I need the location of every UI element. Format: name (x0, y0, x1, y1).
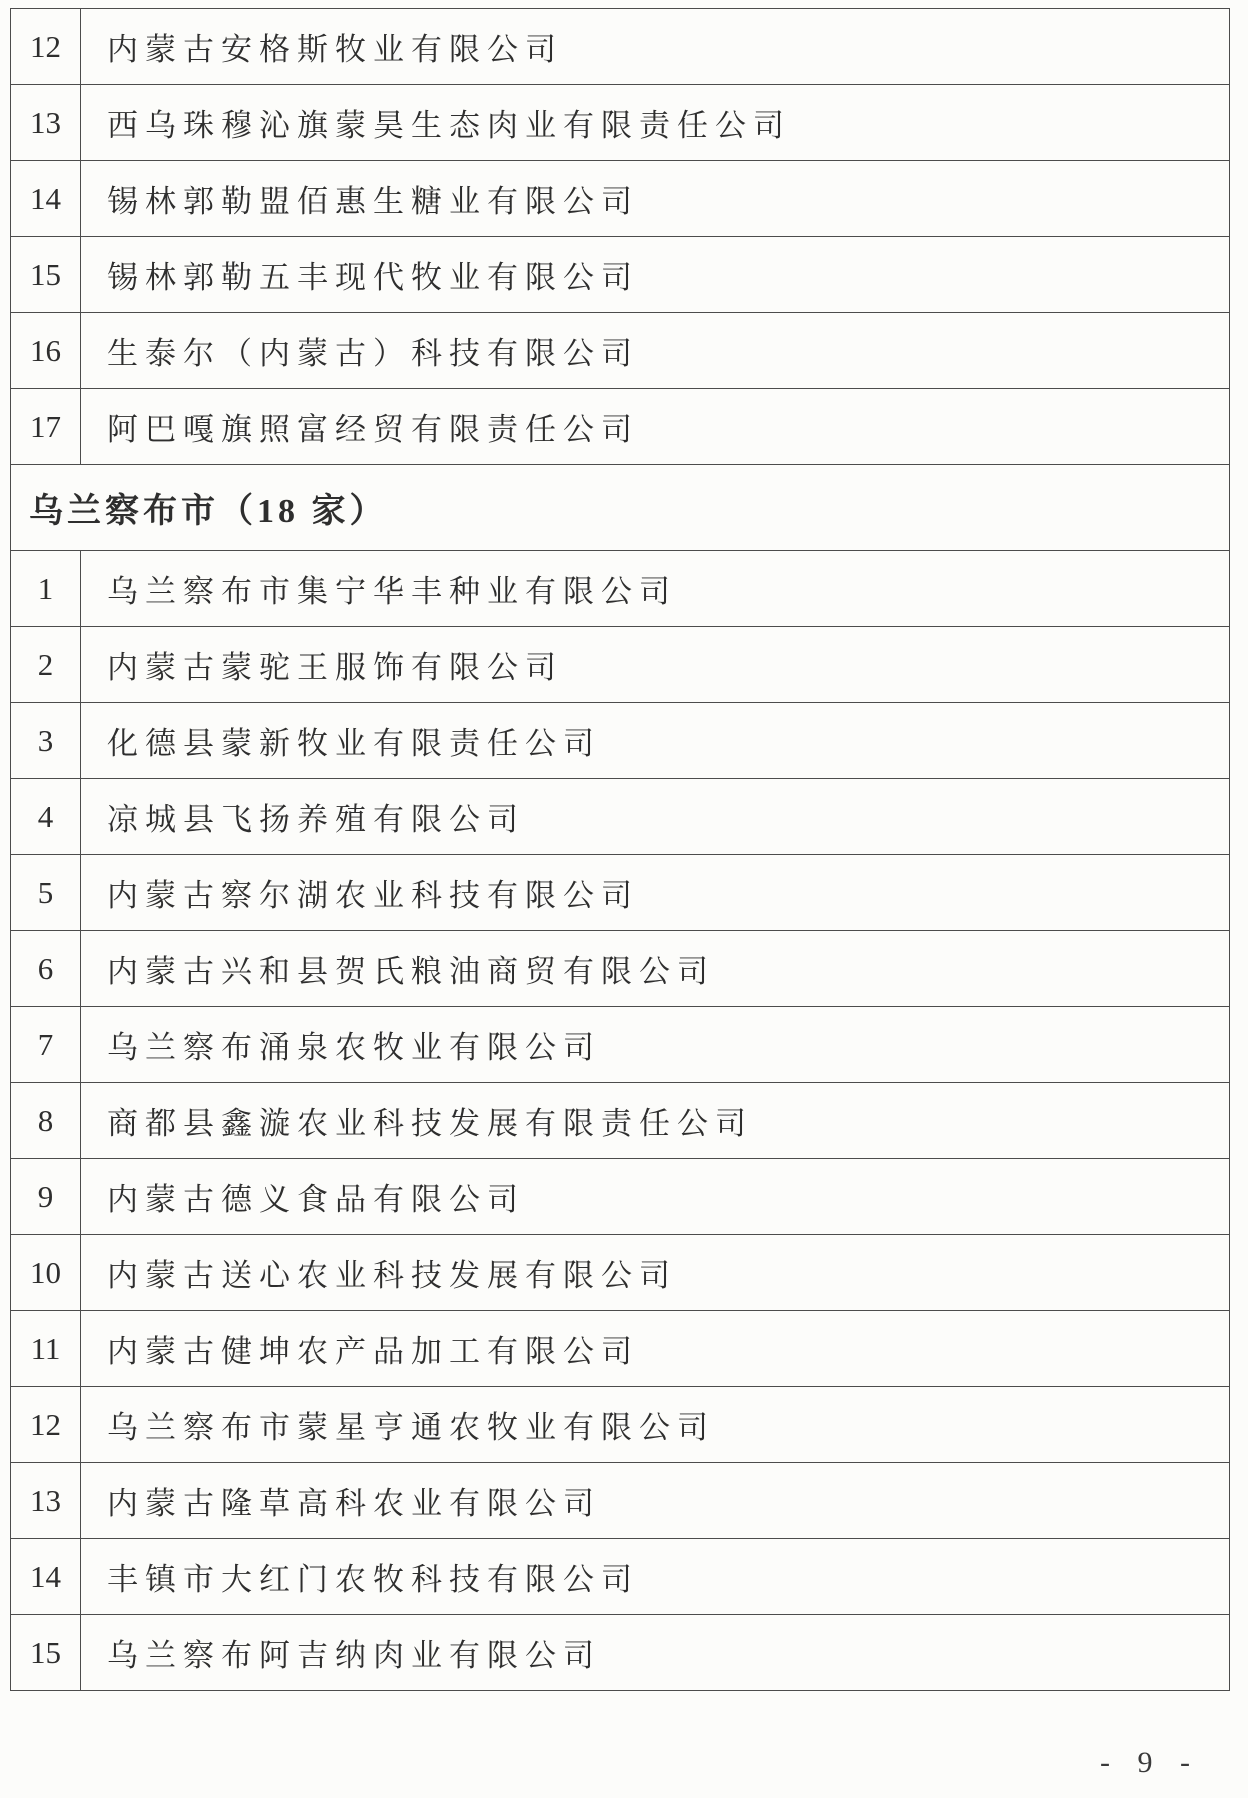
table-row (11, 313, 1230, 389)
company-name: 锡林郭勒盟佰惠生糖业有限公司 (81, 161, 1230, 237)
table-row (11, 1235, 1230, 1311)
row-number: 2 (11, 627, 81, 703)
row-number: 12 (11, 9, 81, 85)
row-number: 10 (11, 1235, 81, 1311)
row-number: 15 (11, 1615, 81, 1691)
row-number: 13 (11, 1463, 81, 1539)
table-row (11, 627, 1230, 703)
table-row (11, 1007, 1230, 1083)
company-name: 阿巴嘎旗照富经贸有限责任公司 (81, 389, 1230, 465)
row-number: 14 (11, 161, 81, 237)
table-row (11, 161, 1230, 237)
company-name: 乌兰察布阿吉纳肉业有限公司 (81, 1615, 1230, 1691)
table-row (11, 1387, 1230, 1463)
table-row (11, 9, 1230, 85)
company-name: 内蒙古兴和县贺氏粮油商贸有限公司 (81, 931, 1230, 1007)
section-header-row (11, 465, 1230, 551)
company-name: 锡林郭勒五丰现代牧业有限公司 (81, 237, 1230, 313)
company-name: 乌兰察布市集宁华丰种业有限公司 (81, 551, 1230, 627)
company-name: 内蒙古隆草高科农业有限公司 (81, 1463, 1230, 1539)
table-row (11, 551, 1230, 627)
table-row (11, 1159, 1230, 1235)
table-row (11, 237, 1230, 313)
table-row (11, 1539, 1230, 1615)
table-row (11, 779, 1230, 855)
company-name: 乌兰察布涌泉农牧业有限公司 (81, 1007, 1230, 1083)
table-row (11, 855, 1230, 931)
section-header: 乌兰察布市（18 家） (11, 465, 1230, 551)
row-number: 9 (11, 1159, 81, 1235)
row-number: 16 (11, 313, 81, 389)
company-name: 内蒙古健坤农产品加工有限公司 (81, 1311, 1230, 1387)
row-number: 5 (11, 855, 81, 931)
company-name: 内蒙古安格斯牧业有限公司 (81, 9, 1230, 85)
company-name: 凉城县飞扬养殖有限公司 (81, 779, 1230, 855)
table-row (11, 1615, 1230, 1691)
page-number: - 9 - (1100, 1746, 1200, 1779)
row-number: 4 (11, 779, 81, 855)
row-number: 15 (11, 237, 81, 313)
row-number: 14 (11, 1539, 81, 1615)
table-row (11, 389, 1230, 465)
company-name: 乌兰察布市蒙星亨通农牧业有限公司 (81, 1387, 1230, 1463)
table-row (11, 931, 1230, 1007)
row-number: 3 (11, 703, 81, 779)
table-row (11, 1463, 1230, 1539)
company-name: 生泰尔（内蒙古）科技有限公司 (81, 313, 1230, 389)
company-name: 内蒙古德义食品有限公司 (81, 1159, 1230, 1235)
company-name: 商都县鑫漩农业科技发展有限责任公司 (81, 1083, 1230, 1159)
company-name: 西乌珠穆沁旗蒙昊生态肉业有限责任公司 (81, 85, 1230, 161)
row-number: 8 (11, 1083, 81, 1159)
table-row (11, 1083, 1230, 1159)
company-name: 化德县蒙新牧业有限责任公司 (81, 703, 1230, 779)
company-name: 内蒙古送心农业科技发展有限公司 (81, 1235, 1230, 1311)
table-row (11, 1311, 1230, 1387)
row-number: 6 (11, 931, 81, 1007)
company-name: 内蒙古蒙驼王服饰有限公司 (81, 627, 1230, 703)
company-table (10, 8, 1230, 1691)
company-name: 内蒙古察尔湖农业科技有限公司 (81, 855, 1230, 931)
row-number: 7 (11, 1007, 81, 1083)
company-table-body (11, 9, 1230, 1691)
row-number: 17 (11, 389, 81, 465)
row-number: 1 (11, 551, 81, 627)
row-number: 11 (11, 1311, 81, 1387)
table-row (11, 703, 1230, 779)
row-number: 12 (11, 1387, 81, 1463)
row-number: 13 (11, 85, 81, 161)
table-row (11, 85, 1230, 161)
company-name: 丰镇市大红门农牧科技有限公司 (81, 1539, 1230, 1615)
page-footer (1100, 1746, 1200, 1780)
